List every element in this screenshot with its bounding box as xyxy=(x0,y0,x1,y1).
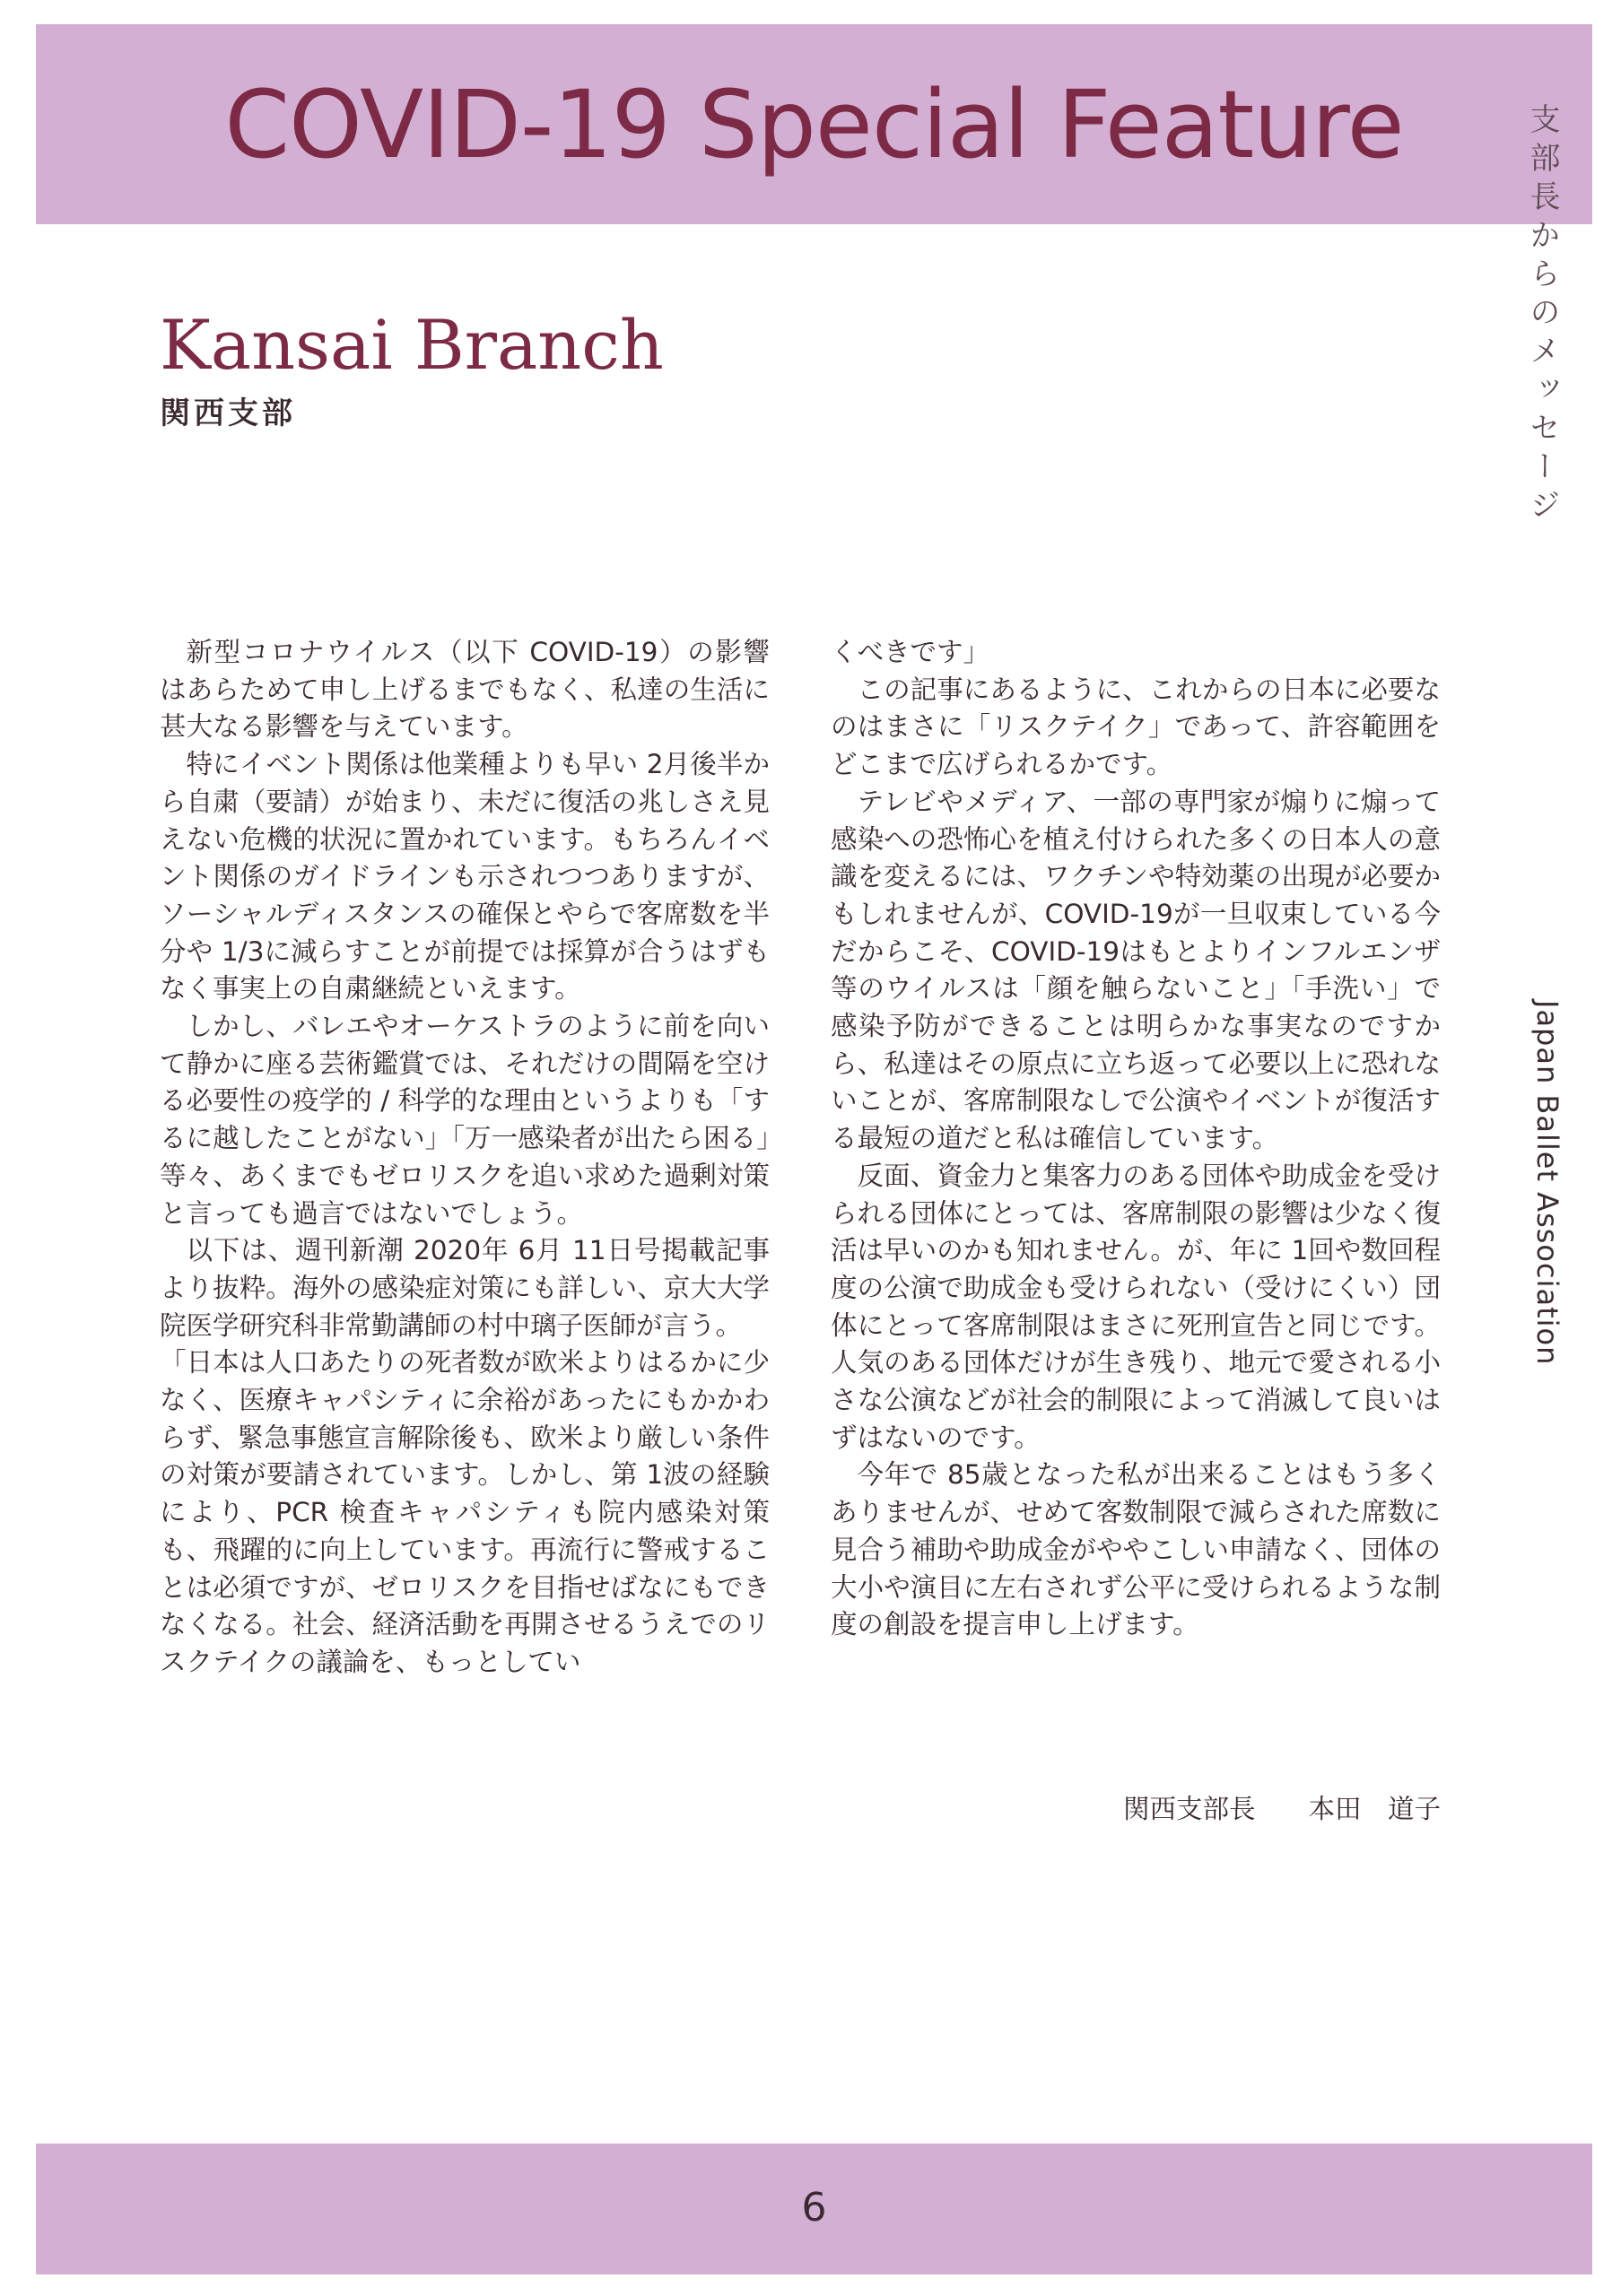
article-paragraph: 今年で 85歳となった私が出来ることはもう多くありませんが、せめて客数制限で減らされた席数に見合う補助や助成金がややこしい申請なく、団体の大小や演目に左右されず公平に受けられるような制度の創設を提言申し上げます。 xyxy=(831,1459,1441,1640)
side-label-message: 支部長からのメッセージ xyxy=(1524,103,1560,527)
article-column-left xyxy=(160,634,770,1682)
article-paragraph: しかし、バレエやオーケストラのように前を向いて静かに座る芸術鑑賞では、それだけの間隔を空ける必要性の疫学的 / 科学的な理由というよりも「するに越したことがない」「万一感染者が出たら困る」等々、あくまでもゼロリスクを追い求めた過剰対策と言っても過言ではないでしょう。 xyxy=(160,1011,770,1229)
article-paragraph: 反面、資金力と集客力のある団体や助成金を受けられる団体にとっては、客席制限の影響は少なく復活は早いのかも知れません。が、年に 1回や数回程度の公演で助成金も受けられない（受けにくい）団体にとって客席制限はまさに死刑宣告と同じです。人気のある団体だけが生き残り、地元で愛される小さな公演などが社会的制限によって消滅して良いはずはないのです。 xyxy=(831,1160,1441,1453)
header-band xyxy=(36,24,1592,224)
footer-band xyxy=(36,2144,1592,2274)
page-number: 6 xyxy=(801,2185,827,2231)
article-column-right xyxy=(831,634,1441,1644)
article-paragraph: この記事にあるように、これからの日本に必要なのはまさに「リスクテイク」であって、許容範囲をどこまで広げられるかです。 xyxy=(831,674,1441,780)
branch-subtitle: 関西支部 xyxy=(160,396,296,431)
side-label-association: Japan Ballet Association xyxy=(1530,1000,1564,1366)
article-paragraph: 特にイベント関係は他業種よりも早い 2月後半から自粛（要請）が始まり、未だに復活の兆しさえ見えない危機的状況に置かれています。もちろんイベント関係のガイドラインも示されつつありますが、ソーシャルディスタンスの確保とやらで客席数を半分や 1/3に減らすことが前提では採算が合うはずもなく事実上の自粛継続といえます。 xyxy=(160,749,770,1004)
article-paragraph: 新型コロナウイルス（以下 COVID-19）の影響はあらためて申し上げるまでもなく、私達の生活に甚大なる影響を与えています。 xyxy=(160,637,770,743)
article-paragraph: テレビやメディア、一部の専門家が煽りに煽って感染への恐怖心を植え付けられた多くの日本人の意識を変えるには、ワクチンや特効薬の出現が必要かもしれませんが、COVID-19が一旦収束している今だからこそ、COVID-19はもとよりインフルエンザ等のウイルスは「顔を触らないこと」「手洗い」で感染予防ができることは明らかな事実なのですから、私達はその原点に立ち返って必要以上に恐れないことが、客席制限なしで公演やイベントが復活する最短の道だと私は確信しています。 xyxy=(831,786,1441,1154)
feature-title: COVID-19 Special Feature xyxy=(224,70,1404,179)
branch-title: Kansai Branch xyxy=(160,305,664,385)
author-signature: 関西支部長 本田 道子 xyxy=(1122,1794,1441,1824)
article-quote-continued: くべきです」 xyxy=(831,637,990,667)
article-quote: 「日本は人口あたりの死者数が欧米よりはるかに少なく、医療キャパシティに余裕があったにもかかわらず、緊急事態宣言解除後も、欧米より厳しい条件の対策が要請されています。しかし、第 1波の経験により、PCR 検査キャパシティも院内感染対策も、飛躍的に向上しています。再流行に警戒することは必須ですが、ゼロリスクを目指せばなにもできなくなる。社会、経済活動を再開させるうえでのリスクテイクの議論を、もっとしてい xyxy=(160,1347,770,1677)
article-paragraph: 以下は、週刊新潮 2020年 6月 11日号掲載記事より抜粋。海外の感染症対策にも詳しい、京大大学院医学研究科非常勤講師の村中璃子医師が言う。 xyxy=(160,1235,770,1341)
